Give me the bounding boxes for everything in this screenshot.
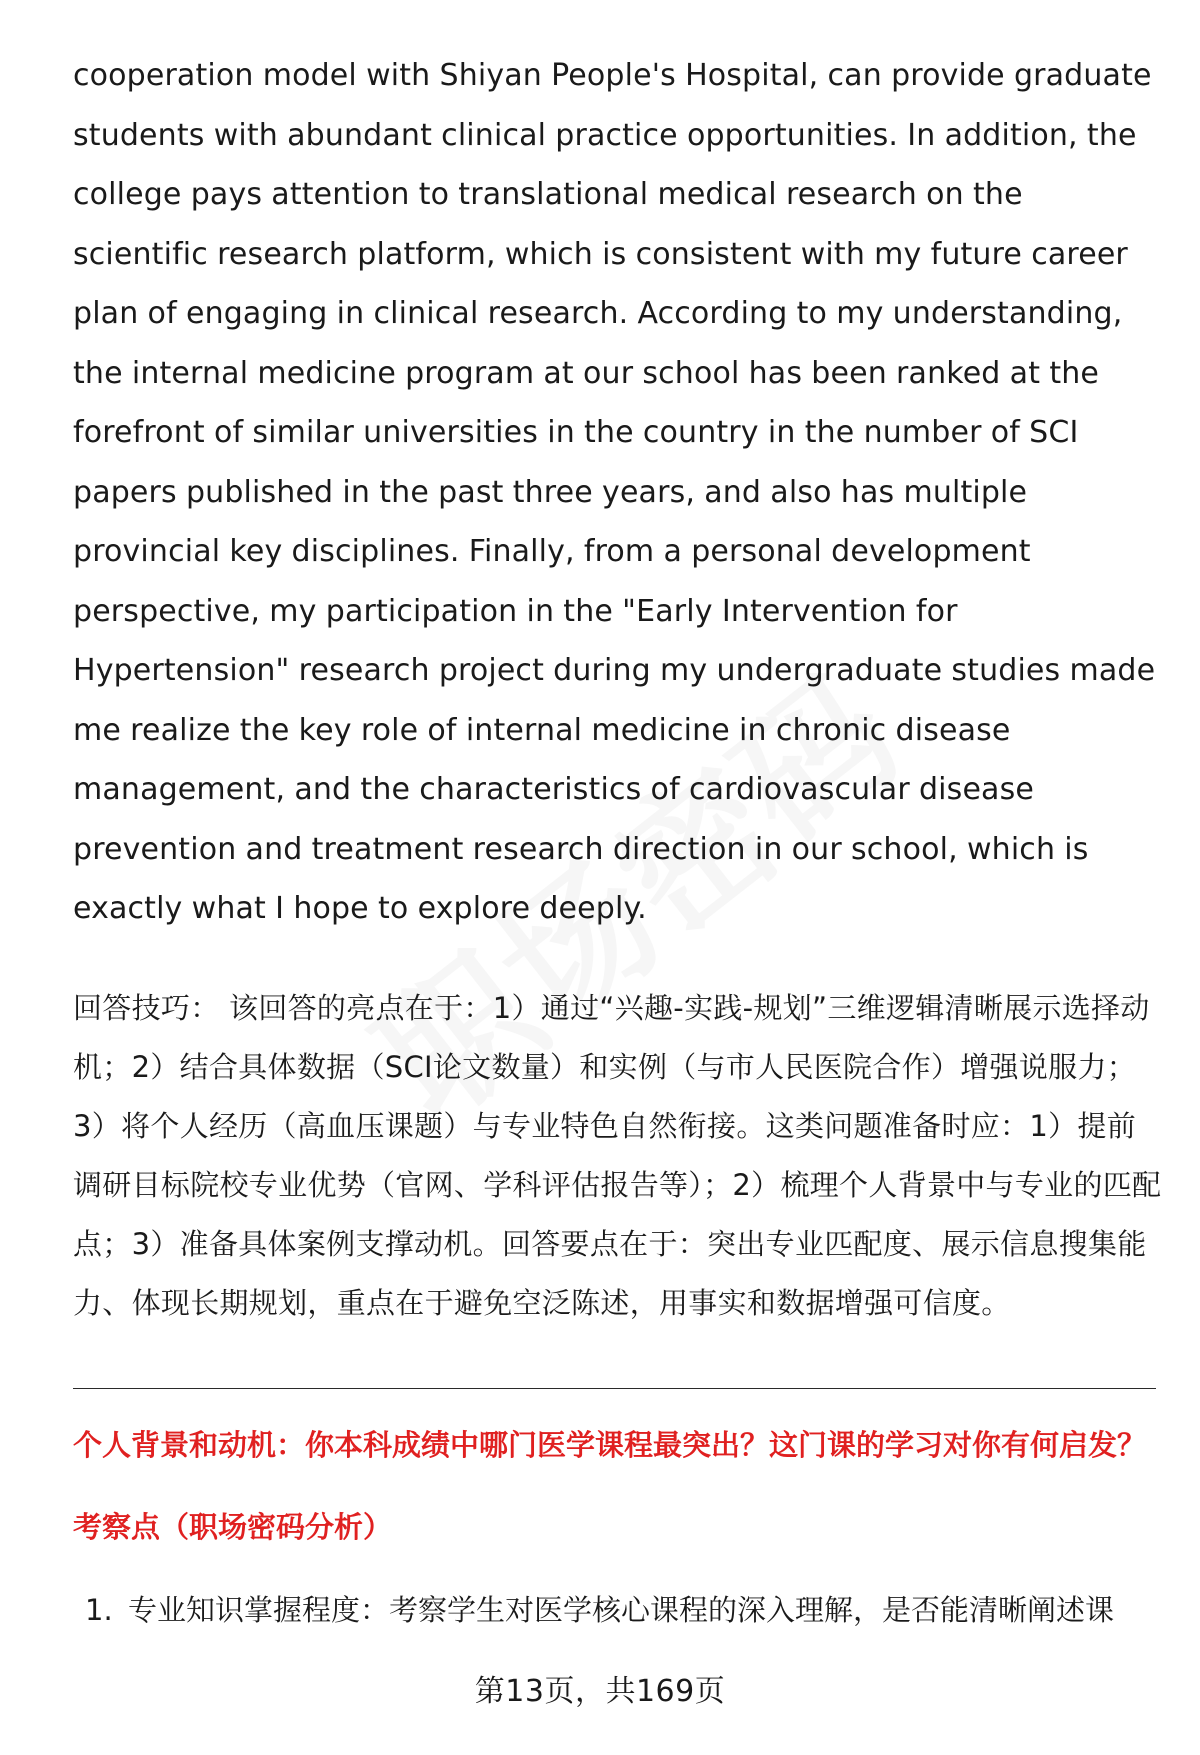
page-number-footer: 第13页，共169页 (474, 1674, 726, 1709)
list-item-number: 1. (85, 1592, 113, 1627)
document-page (73, 46, 1163, 1630)
list-item (73, 1590, 1163, 1630)
english-answer-paragraph: cooperation model with Shiyan People's Hospital, can provide graduate students with abundant clinical practice opportunities. In addition, the college pays attention to translational medical research on the scientific research platform, which is consistent with my future career plan of engaging in clinical research. According to my understanding, the internal medicine program at our school has been ranked at the forefront of similar universities in the country in the number of SCI papers published in the past three years, and also has multiple provincial key disciplines. Finally, from a personal development perspective, my participation in the "Early Intervention for Hypertension" research project during my undergraduate studies made me realize the key role of internal medicine in chronic disease management, and the characteristics of cardiovascular disease prevention and treatment research direction in our school, which is exactly what I hope to explore deeply. (73, 58, 1156, 926)
list-item-text: 专业知识掌握程度：考察学生对医学核心课程的深入理解，是否能清晰阐述课 (128, 1592, 1115, 1627)
answer-tips-paragraph: 回答技巧： 该回答的亮点在于：1）通过“兴趣-实践-规划”三维逻辑清晰展示选择动机；2）结合具体数据（SCI论文数量）和实例（与市人民医院合作）增强说服力；3）将个人经历（高血压课题）与专业特色自然衔接。这类问题准备时应：1）提前调研目标院校专业优势（官网、学科评估报告等）；2）梳理个人背景中与专业的匹配点；3）准备具体案例支撑动机。回答要点在于：突出专业匹配度、展示信息搜集能力、体现长期规划，重点在于避免空泛陈述，用事实和数据增强可信度。 (73, 990, 1162, 1320)
question-heading: 个人背景和动机：你本科成绩中哪门医学课程最突出？这门课的学习对你有何启发？ (73, 1427, 1147, 1462)
section-divider (73, 1388, 1156, 1389)
assessment-points-list (73, 1590, 1163, 1630)
assessment-points-heading: 考察点（职场密码分析） (73, 1509, 393, 1544)
